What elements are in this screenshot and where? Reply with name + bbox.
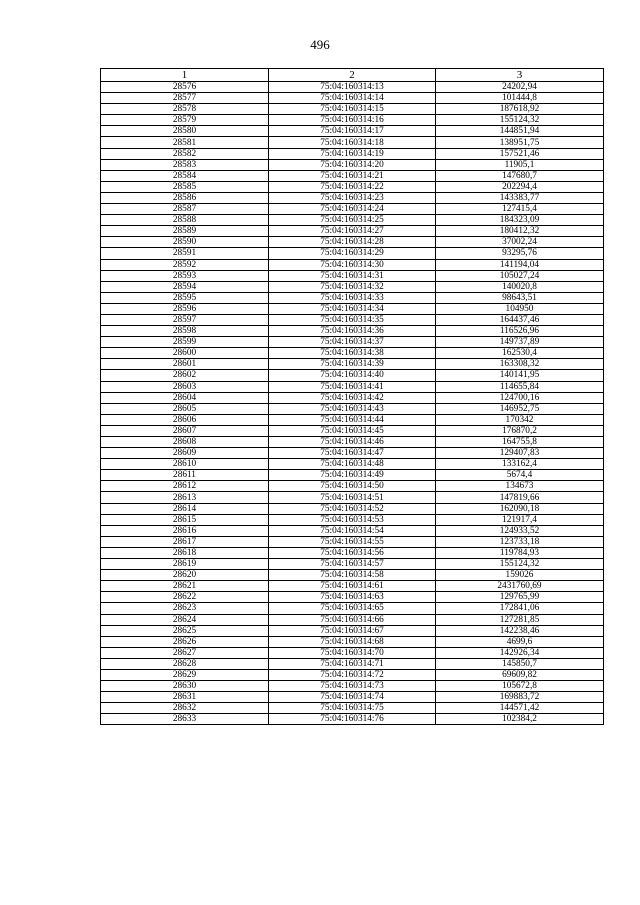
table-row [101, 159, 604, 170]
cadastral-number-cell: 75:04:160314:42 [269, 392, 436, 403]
cadastral-number-cell: 75:04:160314:27 [269, 226, 436, 237]
row-number-cell: 28628 [101, 658, 269, 669]
table-row [101, 126, 604, 137]
value-cell: 147819,66 [436, 492, 604, 503]
value-cell: 169883,72 [436, 692, 604, 703]
table-row [101, 148, 604, 159]
cadastral-number-cell: 75:04:160314:72 [269, 669, 436, 680]
value-cell: 11905,1 [436, 159, 604, 170]
row-number-cell: 28605 [101, 403, 269, 414]
cadastral-number-cell: 75:04:160314:73 [269, 681, 436, 692]
row-number-cell: 28598 [101, 326, 269, 337]
table-row [101, 525, 604, 536]
cadastral-number-cell: 75:04:160314:49 [269, 470, 436, 481]
row-number-cell: 28611 [101, 470, 269, 481]
cadastral-number-cell: 75:04:160314:40 [269, 370, 436, 381]
page-number: 496 [310, 37, 330, 52]
row-number-cell: 28626 [101, 636, 269, 647]
cadastral-number-cell: 75:04:160314:71 [269, 658, 436, 669]
cadastral-number-cell: 75:04:160314:54 [269, 525, 436, 536]
row-number-cell: 28632 [101, 703, 269, 714]
table-row [101, 281, 604, 292]
table-row [101, 570, 604, 581]
table-row [101, 192, 604, 203]
value-cell: 145850,7 [436, 658, 604, 669]
table-row [101, 703, 604, 714]
table-row [101, 714, 604, 725]
cadastral-number-cell: 75:04:160314:74 [269, 692, 436, 703]
cadastral-number-cell: 75:04:160314:24 [269, 204, 436, 215]
value-cell: 5674,4 [436, 470, 604, 481]
cadastral-number-cell: 75:04:160314:57 [269, 559, 436, 570]
row-number-cell: 28581 [101, 137, 269, 148]
table-row [101, 104, 604, 115]
value-cell: 4699,6 [436, 636, 604, 647]
table-row [101, 392, 604, 403]
row-number-cell: 28610 [101, 459, 269, 470]
row-number-cell: 28586 [101, 192, 269, 203]
cadastral-number-cell: 75:04:160314:32 [269, 281, 436, 292]
value-cell: 114655,84 [436, 381, 604, 392]
value-cell: 116526,96 [436, 326, 604, 337]
cadastral-number-cell: 75:04:160314:68 [269, 636, 436, 647]
cadastral-number-cell: 75:04:160314:20 [269, 159, 436, 170]
value-cell: 164755,8 [436, 437, 604, 448]
value-cell: 143383,77 [436, 192, 604, 203]
cadastral-number-cell: 75:04:160314:21 [269, 170, 436, 181]
table-row [101, 93, 604, 104]
row-number-cell: 28580 [101, 126, 269, 137]
value-cell: 98643,51 [436, 292, 604, 303]
cadastral-number-cell: 75:04:160314:65 [269, 603, 436, 614]
row-number-cell: 28620 [101, 570, 269, 581]
table-row [101, 636, 604, 647]
value-cell: 187618,92 [436, 104, 604, 115]
table-row [101, 536, 604, 547]
table-row [101, 137, 604, 148]
table-row [101, 226, 604, 237]
value-cell: 93295,76 [436, 248, 604, 259]
row-number-cell: 28583 [101, 159, 269, 170]
row-number-cell: 28617 [101, 536, 269, 547]
row-number-cell: 28627 [101, 647, 269, 658]
cadastral-number-cell: 75:04:160314:67 [269, 625, 436, 636]
cadastral-number-cell: 75:04:160314:55 [269, 536, 436, 547]
cadastral-value-table [100, 68, 604, 725]
value-cell: 142238,46 [436, 625, 604, 636]
value-cell: 138951,75 [436, 137, 604, 148]
value-cell: 176870,2 [436, 425, 604, 436]
row-number-cell: 28599 [101, 337, 269, 348]
table-header-row [101, 69, 604, 82]
row-number-cell: 28625 [101, 625, 269, 636]
row-number-cell: 28577 [101, 93, 269, 104]
table-row [101, 625, 604, 636]
value-cell: 170342 [436, 414, 604, 425]
value-cell: 140020,8 [436, 281, 604, 292]
table-row [101, 348, 604, 359]
table-row [101, 292, 604, 303]
value-cell: 142926,34 [436, 647, 604, 658]
value-cell: 133162,4 [436, 459, 604, 470]
row-number-cell: 28633 [101, 714, 269, 725]
cadastral-number-cell: 75:04:160314:36 [269, 326, 436, 337]
value-cell: 134673 [436, 481, 604, 492]
value-cell: 202294,4 [436, 181, 604, 192]
cadastral-number-cell: 75:04:160314:29 [269, 248, 436, 259]
cadastral-number-cell: 75:04:160314:44 [269, 414, 436, 425]
row-number-cell: 28615 [101, 514, 269, 525]
table-row [101, 459, 604, 470]
value-cell: 101444,8 [436, 93, 604, 104]
row-number-cell: 28576 [101, 82, 269, 93]
cadastral-number-cell: 75:04:160314:52 [269, 503, 436, 514]
row-number-cell: 28594 [101, 281, 269, 292]
row-number-cell: 28591 [101, 248, 269, 259]
row-number-cell: 28585 [101, 181, 269, 192]
value-cell: 127281,85 [436, 614, 604, 625]
column-header-2: 2 [269, 69, 436, 82]
cadastral-number-cell: 75:04:160314:53 [269, 514, 436, 525]
table-row [101, 681, 604, 692]
value-cell: 147680,7 [436, 170, 604, 181]
table-row [101, 370, 604, 381]
row-number-cell: 28623 [101, 603, 269, 614]
table-row [101, 437, 604, 448]
row-number-cell: 28624 [101, 614, 269, 625]
value-cell: 124933,52 [436, 525, 604, 536]
value-cell: 69609,82 [436, 669, 604, 680]
table-row [101, 448, 604, 459]
cadastral-number-cell: 75:04:160314:23 [269, 192, 436, 203]
cadastral-number-cell: 75:04:160314:75 [269, 703, 436, 714]
cadastral-number-cell: 75:04:160314:41 [269, 381, 436, 392]
cadastral-number-cell: 75:04:160314:31 [269, 270, 436, 281]
cadastral-number-cell: 75:04:160314:43 [269, 403, 436, 414]
row-number-cell: 28612 [101, 481, 269, 492]
table-row [101, 658, 604, 669]
row-number-cell: 28622 [101, 592, 269, 603]
row-number-cell: 28629 [101, 669, 269, 680]
row-number-cell: 28582 [101, 148, 269, 159]
cadastral-number-cell: 75:04:160314:19 [269, 148, 436, 159]
value-cell: 2431760,69 [436, 581, 604, 592]
table-row [101, 403, 604, 414]
row-number-cell: 28631 [101, 692, 269, 703]
cadastral-number-cell: 75:04:160314:61 [269, 581, 436, 592]
table-row [101, 82, 604, 93]
row-number-cell: 28613 [101, 492, 269, 503]
cadastral-number-cell: 75:04:160314:15 [269, 104, 436, 115]
table-row [101, 337, 604, 348]
value-cell: 149737,89 [436, 337, 604, 348]
row-number-cell: 28588 [101, 215, 269, 226]
table-row [101, 647, 604, 658]
cadastral-number-cell: 75:04:160314:16 [269, 115, 436, 126]
row-number-cell: 28604 [101, 392, 269, 403]
cadastral-number-cell: 75:04:160314:28 [269, 237, 436, 248]
table-row [101, 381, 604, 392]
table-row [101, 115, 604, 126]
value-cell: 180412,32 [436, 226, 604, 237]
cadastral-number-cell: 75:04:160314:47 [269, 448, 436, 459]
value-cell: 127415,4 [436, 204, 604, 215]
table-row [101, 237, 604, 248]
value-cell: 129765,99 [436, 592, 604, 603]
table-row [101, 503, 604, 514]
row-number-cell: 28601 [101, 359, 269, 370]
table-row [101, 204, 604, 215]
cadastral-number-cell: 75:04:160314:14 [269, 93, 436, 104]
table-row [101, 248, 604, 259]
row-number-cell: 28618 [101, 547, 269, 558]
row-number-cell: 28614 [101, 503, 269, 514]
table-row [101, 547, 604, 558]
cadastral-number-cell: 75:04:160314:51 [269, 492, 436, 503]
cadastral-number-cell: 75:04:160314:39 [269, 359, 436, 370]
table-row [101, 170, 604, 181]
row-number-cell: 28579 [101, 115, 269, 126]
table-body [101, 82, 604, 725]
cadastral-number-cell: 75:04:160314:35 [269, 314, 436, 325]
row-number-cell: 28578 [101, 104, 269, 115]
table-row [101, 314, 604, 325]
value-cell: 144851,94 [436, 126, 604, 137]
value-cell: 155124,32 [436, 115, 604, 126]
cadastral-number-cell: 75:04:160314:18 [269, 137, 436, 148]
table-row [101, 359, 604, 370]
cadastral-number-cell: 75:04:160314:25 [269, 215, 436, 226]
value-cell: 105672,8 [436, 681, 604, 692]
cadastral-number-cell: 75:04:160314:48 [269, 459, 436, 470]
cadastral-number-cell: 75:04:160314:13 [269, 82, 436, 93]
cadastral-number-cell: 75:04:160314:22 [269, 181, 436, 192]
cadastral-number-cell: 75:04:160314:34 [269, 303, 436, 314]
table-row [101, 614, 604, 625]
table-row [101, 470, 604, 481]
cadastral-number-cell: 75:04:160314:50 [269, 481, 436, 492]
cadastral-number-cell: 75:04:160314:76 [269, 714, 436, 725]
table-row [101, 303, 604, 314]
cadastral-number-cell: 75:04:160314:63 [269, 592, 436, 603]
value-cell: 162530,4 [436, 348, 604, 359]
row-number-cell: 28606 [101, 414, 269, 425]
column-header-1: 1 [101, 69, 269, 82]
table-row [101, 592, 604, 603]
row-number-cell: 28595 [101, 292, 269, 303]
cadastral-number-cell: 75:04:160314:66 [269, 614, 436, 625]
value-cell: 123733,18 [436, 536, 604, 547]
value-cell: 24202,94 [436, 82, 604, 93]
cadastral-number-cell: 75:04:160314:58 [269, 570, 436, 581]
table-row [101, 270, 604, 281]
row-number-cell: 28621 [101, 581, 269, 592]
value-cell: 146952,75 [436, 403, 604, 414]
table-row [101, 215, 604, 226]
row-number-cell: 28607 [101, 425, 269, 436]
cadastral-number-cell: 75:04:160314:30 [269, 259, 436, 270]
row-number-cell: 28596 [101, 303, 269, 314]
value-cell: 140141,95 [436, 370, 604, 381]
row-number-cell: 28616 [101, 525, 269, 536]
table-row [101, 492, 604, 503]
value-cell: 141194,04 [436, 259, 604, 270]
table-row [101, 259, 604, 270]
table-row [101, 481, 604, 492]
table-row [101, 581, 604, 592]
table-row [101, 559, 604, 570]
cadastral-number-cell: 75:04:160314:38 [269, 348, 436, 359]
table-row [101, 603, 604, 614]
value-cell: 157521,46 [436, 148, 604, 159]
value-cell: 105027,24 [436, 270, 604, 281]
table-header [101, 69, 604, 82]
row-number-cell: 28609 [101, 448, 269, 459]
value-cell: 119784,93 [436, 547, 604, 558]
row-number-cell: 28587 [101, 204, 269, 215]
value-cell: 155124,32 [436, 559, 604, 570]
cadastral-number-cell: 75:04:160314:45 [269, 425, 436, 436]
value-cell: 163308,32 [436, 359, 604, 370]
table-row [101, 514, 604, 525]
cadastral-number-cell: 75:04:160314:56 [269, 547, 436, 558]
row-number-cell: 28603 [101, 381, 269, 392]
value-cell: 104950 [436, 303, 604, 314]
row-number-cell: 28593 [101, 270, 269, 281]
table-row [101, 326, 604, 337]
cadastral-number-cell: 75:04:160314:17 [269, 126, 436, 137]
cadastral-number-cell: 75:04:160314:70 [269, 647, 436, 658]
row-number-cell: 28608 [101, 437, 269, 448]
value-cell: 124700,16 [436, 392, 604, 403]
row-number-cell: 28590 [101, 237, 269, 248]
row-number-cell: 28589 [101, 226, 269, 237]
value-cell: 144571,42 [436, 703, 604, 714]
row-number-cell: 28597 [101, 314, 269, 325]
value-cell: 129407,83 [436, 448, 604, 459]
cadastral-number-cell: 75:04:160314:37 [269, 337, 436, 348]
table-row [101, 414, 604, 425]
row-number-cell: 28619 [101, 559, 269, 570]
value-cell: 164437,46 [436, 314, 604, 325]
cadastral-number-cell: 75:04:160314:46 [269, 437, 436, 448]
row-number-cell: 28592 [101, 259, 269, 270]
value-cell: 159026 [436, 570, 604, 581]
table-row [101, 669, 604, 680]
value-cell: 162090,18 [436, 503, 604, 514]
value-cell: 102384,2 [436, 714, 604, 725]
table-row [101, 692, 604, 703]
table-row [101, 181, 604, 192]
cadastral-number-cell: 75:04:160314:33 [269, 292, 436, 303]
table-row [101, 425, 604, 436]
value-cell: 37002,24 [436, 237, 604, 248]
row-number-cell: 28584 [101, 170, 269, 181]
value-cell: 121917,4 [436, 514, 604, 525]
value-cell: 172841,06 [436, 603, 604, 614]
row-number-cell: 28602 [101, 370, 269, 381]
column-header-3: 3 [436, 69, 604, 82]
row-number-cell: 28630 [101, 681, 269, 692]
value-cell: 184323,09 [436, 215, 604, 226]
row-number-cell: 28600 [101, 348, 269, 359]
